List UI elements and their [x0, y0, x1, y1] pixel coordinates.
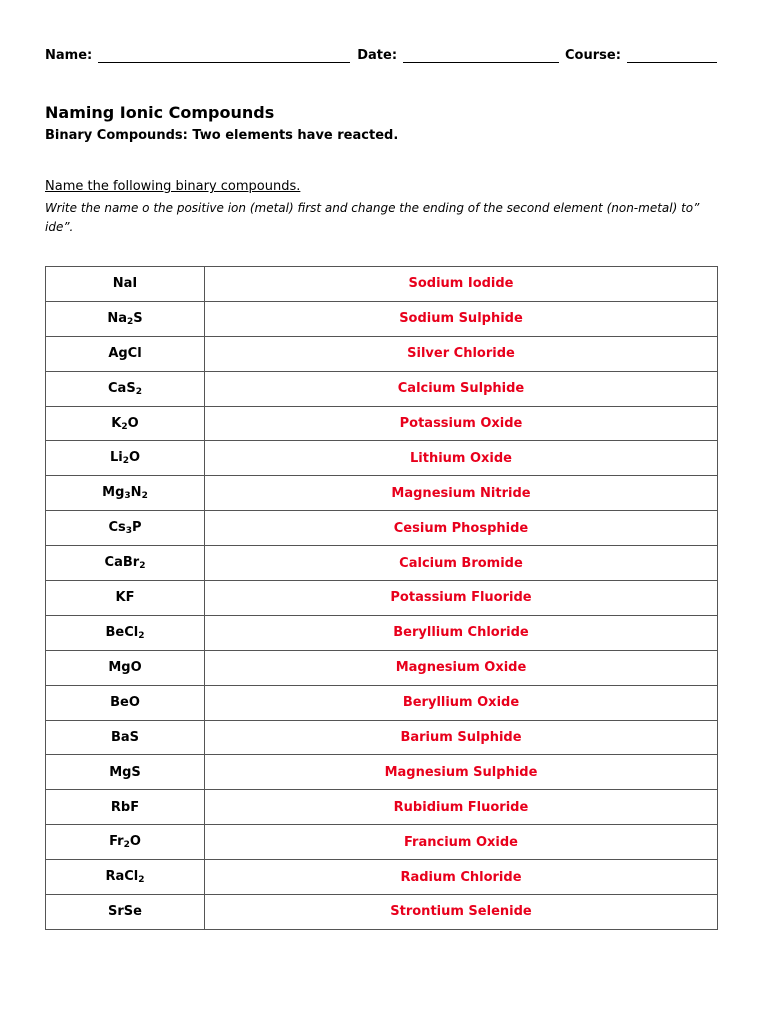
- compound-name: Beryllium Oxide: [205, 685, 718, 720]
- formula-element: P: [132, 520, 142, 536]
- table-row: [46, 546, 718, 581]
- formula-element: CaS: [108, 380, 136, 396]
- table-row: [46, 720, 718, 755]
- compound-formula: [46, 441, 205, 476]
- table-row: [46, 860, 718, 895]
- compound-name: Magnesium Oxide: [205, 650, 718, 685]
- formula-subscript: 2: [138, 630, 145, 641]
- formula-element: O: [129, 834, 141, 850]
- formula-element: O: [128, 450, 141, 466]
- formula-element: N: [130, 485, 142, 501]
- formula-element: K: [111, 415, 122, 431]
- formula-element: Cs: [108, 520, 126, 536]
- table-row: [46, 371, 718, 406]
- compound-name: Strontium Selenide: [205, 895, 718, 930]
- table-row: [46, 476, 718, 511]
- table-row: [46, 581, 718, 616]
- formula-element: KF: [115, 590, 135, 606]
- formula-element: SrSe: [108, 904, 142, 920]
- table-row: [46, 336, 718, 371]
- compound-formula: [46, 825, 205, 860]
- formula-element: BaS: [110, 730, 140, 746]
- formula-element: S: [133, 310, 143, 326]
- formula-element: Mg: [102, 485, 125, 501]
- course-label: Course:: [565, 48, 621, 63]
- formula-subscript: 3: [125, 526, 132, 537]
- compound-name: Sodium Sulphide: [205, 301, 718, 336]
- formula-subscript: 2: [138, 875, 145, 886]
- instruction-heading: Name the following binary compounds.: [45, 179, 301, 194]
- worksheet-header: [45, 48, 720, 63]
- formula-element: BeO: [110, 695, 140, 711]
- formula-subscript: 2: [122, 456, 129, 467]
- compound-formula: [46, 546, 205, 581]
- compound-name: Barium Sulphide: [205, 720, 718, 755]
- compound-name: Calcium Bromide: [205, 546, 718, 581]
- formula-element: Na: [107, 310, 127, 326]
- table-row: [46, 825, 718, 860]
- table-row: [46, 790, 718, 825]
- formula-subscript: 3: [124, 491, 131, 502]
- formula-subscript: 2: [141, 491, 148, 502]
- compound-formula: [46, 406, 205, 441]
- compound-name: Calcium Sulphide: [205, 371, 718, 406]
- table-row: [46, 650, 718, 685]
- table-row: [46, 511, 718, 546]
- compound-formula: [46, 860, 205, 895]
- compounds-table: [45, 266, 718, 930]
- table-row: [46, 755, 718, 790]
- compound-formula: [46, 685, 205, 720]
- table-row: [46, 406, 718, 441]
- formula-subscript: 2: [135, 386, 142, 397]
- formula-element: Li: [109, 450, 123, 466]
- compound-name: Cesium Phosphide: [205, 511, 718, 546]
- compound-formula: [46, 371, 205, 406]
- formula-element: Fr: [109, 834, 124, 850]
- compound-name: Radium Chloride: [205, 860, 718, 895]
- name-label: Name:: [45, 48, 93, 63]
- compound-formula: [46, 650, 205, 685]
- course-blank[interactable]: [627, 48, 717, 63]
- formula-element: RaCl: [105, 869, 139, 885]
- formula-element: CaBr: [104, 555, 140, 571]
- formula-element: BeCl: [105, 624, 139, 640]
- compound-name: Potassium Fluoride: [205, 581, 718, 616]
- compound-formula: [46, 790, 205, 825]
- compound-name: Beryllium Chloride: [205, 615, 718, 650]
- compound-formula: [46, 301, 205, 336]
- formula-element: MgS: [109, 764, 141, 780]
- formula-element: O: [127, 415, 139, 431]
- compound-name: Magnesium Sulphide: [205, 755, 718, 790]
- compound-name: Potassium Oxide: [205, 406, 718, 441]
- date-label: Date:: [357, 48, 398, 63]
- table-row: [46, 615, 718, 650]
- compound-name: Rubidium Fluoride: [205, 790, 718, 825]
- compound-formula: [46, 615, 205, 650]
- formula-subscript: 2: [127, 316, 134, 327]
- name-blank[interactable]: [98, 48, 350, 63]
- compound-name: Sodium Iodide: [205, 267, 718, 302]
- compound-formula: [46, 511, 205, 546]
- compound-formula: [46, 267, 205, 302]
- formula-element: NaI: [112, 276, 138, 292]
- compound-name: Francium Oxide: [205, 825, 718, 860]
- compound-formula: [46, 581, 205, 616]
- table-row: [46, 895, 718, 930]
- table-row: [46, 441, 718, 476]
- compound-name: Silver Chloride: [205, 336, 718, 371]
- compound-formula: [46, 476, 205, 511]
- formula-element: AgCl: [108, 346, 142, 362]
- formula-subscript: 2: [139, 561, 146, 572]
- compound-name: Lithium Oxide: [205, 441, 718, 476]
- formula-subscript: 2: [123, 840, 130, 851]
- compounds-table-body: [46, 267, 718, 930]
- compound-name: Magnesium Nitride: [205, 476, 718, 511]
- formula-subscript: 2: [121, 421, 128, 432]
- formula-element: RbF: [110, 799, 140, 815]
- compound-formula: [46, 336, 205, 371]
- page-title: Naming Ionic Compounds: [45, 103, 275, 122]
- date-blank[interactable]: [403, 48, 559, 63]
- instruction-note: Write the name o the positive ion (metal) first and change the ending of the second element (non-metal) to” ide”.: [45, 201, 700, 234]
- compound-formula: [46, 895, 205, 930]
- table-row: [46, 267, 718, 302]
- formula-element: MgO: [108, 660, 142, 676]
- compound-formula: [46, 755, 205, 790]
- table-row: [46, 301, 718, 336]
- table-row: [46, 685, 718, 720]
- compound-formula: [46, 720, 205, 755]
- page-subtitle: Binary Compounds: Two elements have reacted.: [45, 128, 399, 143]
